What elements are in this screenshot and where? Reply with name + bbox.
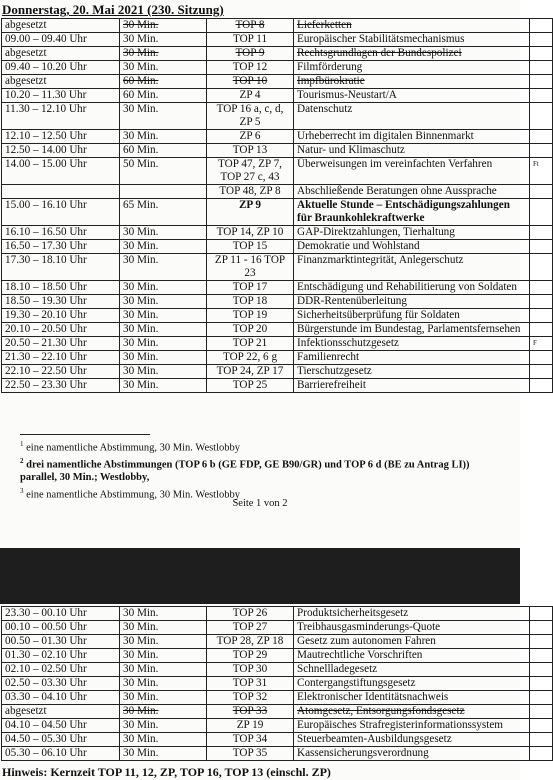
subject-cell: Aktuelle Stunde – Entschädigungszahlungen für Braunkohlekraftwerke (294, 199, 530, 226)
extra-cell (530, 351, 553, 365)
extra-cell (530, 33, 553, 47)
table-row (2, 365, 553, 379)
footnote-1 (20, 438, 490, 455)
table-row (2, 130, 553, 144)
subject-cell: Abschließende Beratungen ohne Aussprache (294, 185, 530, 199)
duration-cell: 30 Min. (120, 254, 207, 281)
agenda-item-cell: TOP 30 (207, 663, 294, 677)
subject-cell: Urheberrecht im digitalen Binnenmarkt (294, 130, 530, 144)
subject-cell: Contergangstiftungsgesetz (294, 677, 530, 691)
time-cell: 05.30 – 06.10 Uhr (2, 747, 120, 761)
extra-cell (530, 144, 553, 158)
extra-cell (530, 719, 553, 733)
table-row (2, 635, 553, 649)
time-cell: 12.50 – 14.00 Uhr (2, 144, 120, 158)
extra-cell (530, 281, 553, 295)
table-row (2, 677, 553, 691)
table-row (2, 351, 553, 365)
agenda-item-cell: TOP 48, ZP 8 (207, 185, 294, 199)
agenda-item-cell: TOP 28, ZP 18 (207, 635, 294, 649)
time-cell: 18.50 – 19.30 Uhr (2, 295, 120, 309)
time-cell: 00.10 – 00.50 Uhr (2, 621, 120, 635)
agenda-item-cell: TOP 20 (207, 323, 294, 337)
table-row (2, 705, 553, 719)
extra-cell (530, 705, 553, 719)
duration-cell: 30 Min. (120, 295, 207, 309)
time-cell: abgesetzt (2, 19, 120, 33)
table-row (2, 691, 553, 705)
time-cell: abgesetzt (2, 705, 120, 719)
table-row (2, 281, 553, 295)
footnotes (20, 434, 490, 502)
duration-cell: 30 Min. (120, 621, 207, 635)
subject-cell: Atomgesetz, Entsorgungsfondsgesetz (294, 705, 530, 719)
subject-cell: Steuerbeamten-Ausbildungsgesetz (294, 733, 530, 747)
time-cell: 22.50 – 23.30 Uhr (2, 379, 120, 393)
time-cell: 16.50 – 17.30 Uhr (2, 240, 120, 254)
extra-cell (530, 103, 553, 130)
time-cell: 12.10 – 12.50 Uhr (2, 130, 120, 144)
table-row (2, 199, 553, 226)
extra-cell (530, 635, 553, 649)
page-divider (0, 548, 520, 604)
agenda-item-cell: TOP 10 (207, 75, 294, 89)
subject-cell: Produktsicherheitsgesetz (294, 607, 530, 621)
subject-cell: Impfbürokratie (294, 75, 530, 89)
duration-cell: 30 Min. (120, 103, 207, 130)
footnote-text: eine namentliche Abstimmung, 30 Min. Westlobby (26, 489, 241, 500)
table-row (2, 158, 553, 185)
extra-cell (530, 19, 553, 33)
extra-cell (530, 240, 553, 254)
hinweis-note: Hinweis: Kernzeit TOP 11, 12, ZP, TOP 16, TOP 13 (einschl. ZP) (2, 765, 331, 779)
agenda-item-cell: TOP 19 (207, 309, 294, 323)
subject-cell: Bürgerstunde im Bundestag, Parlamentsfernsehen (294, 323, 530, 337)
extra-cell (530, 309, 553, 323)
footnote-separator (20, 434, 150, 435)
agenda-item-cell: TOP 31 (207, 677, 294, 691)
duration-cell: 60 Min. (120, 75, 207, 89)
table-row (2, 89, 553, 103)
subject-cell: Kassensicherungsverordnung (294, 747, 530, 761)
duration-cell: 30 Min. (120, 691, 207, 705)
table-row (2, 607, 553, 621)
duration-cell: 30 Min. (120, 240, 207, 254)
time-cell: 15.00 – 16.10 Uhr (2, 199, 120, 226)
duration-cell: 30 Min. (120, 61, 207, 75)
table-row (2, 103, 553, 130)
table-row (2, 323, 553, 337)
time-cell: 04.50 – 05.30 Uhr (2, 733, 120, 747)
subject-cell: DDR-Rentenüberleitung (294, 295, 530, 309)
duration-cell: 30 Min. (120, 733, 207, 747)
table-row (2, 747, 553, 761)
footnote-2 (20, 455, 490, 485)
extra-cell (530, 607, 553, 621)
time-cell: 19.30 – 20.10 Uhr (2, 309, 120, 323)
agenda-item-cell: ZP 6 (207, 130, 294, 144)
table-row (2, 19, 553, 33)
duration-cell: 30 Min. (120, 705, 207, 719)
extra-cell (530, 379, 553, 393)
agenda-item-cell: TOP 26 (207, 607, 294, 621)
duration-cell: 60 Min. (120, 144, 207, 158)
agenda-item-cell: TOP 12 (207, 61, 294, 75)
footnote-mark: 3 (20, 486, 24, 495)
subject-cell: Sicherheitsüberprüfung für Soldaten (294, 309, 530, 323)
agenda-item-cell: TOP 27 (207, 621, 294, 635)
table-row (2, 733, 553, 747)
duration-cell: 30 Min. (120, 337, 207, 351)
document-page-2 (0, 604, 520, 780)
agenda-item-cell: TOP 22, 6 g (207, 351, 294, 365)
table-row (2, 663, 553, 677)
extra-cell (530, 649, 553, 663)
extra-cell (530, 226, 553, 240)
duration-cell: 30 Min. (120, 130, 207, 144)
extra-cell (530, 621, 553, 635)
table-row (2, 185, 553, 199)
extra-cell (530, 130, 553, 144)
time-cell: 21.30 – 22.10 Uhr (2, 351, 120, 365)
extra-cell (530, 663, 553, 677)
duration-cell: 30 Min. (120, 33, 207, 47)
agenda-item-cell: TOP 9 (207, 47, 294, 61)
extra-cell: F (530, 337, 553, 351)
table-row (2, 144, 553, 158)
subject-cell: Schnellladegesetz (294, 663, 530, 677)
table-row (2, 33, 553, 47)
time-cell: 00.50 – 01.30 Uhr (2, 635, 120, 649)
table-row (2, 226, 553, 240)
subject-cell: GAP-Direktzahlungen, Tierhaltung (294, 226, 530, 240)
agenda-item-cell: TOP 35 (207, 747, 294, 761)
duration-cell: 30 Min. (120, 607, 207, 621)
agenda-item-cell: TOP 21 (207, 337, 294, 351)
duration-cell: 50 Min. (120, 158, 207, 185)
duration-cell: 30 Min. (120, 677, 207, 691)
agenda-item-cell: TOP 32 (207, 691, 294, 705)
subject-cell: Datenschutz (294, 103, 530, 130)
subject-cell: Europäisches Strafregisterinformationssystem (294, 719, 530, 733)
agenda-item-cell: TOP 13 (207, 144, 294, 158)
agenda-item-cell: TOP 8 (207, 19, 294, 33)
agenda-item-cell: TOP 25 (207, 379, 294, 393)
subject-cell: Natur- und Klimaschutz (294, 144, 530, 158)
extra-cell: Ft (530, 158, 553, 185)
agenda-item-cell: TOP 17 (207, 281, 294, 295)
agenda-item-cell: ZP 9 (207, 199, 294, 226)
extra-cell (530, 733, 553, 747)
agenda-item-cell: ZP 19 (207, 719, 294, 733)
table-row (2, 337, 553, 351)
time-cell: 03.30 – 04.10 Uhr (2, 691, 120, 705)
subject-cell: Europäischer Stabilitätsmechanismus (294, 33, 530, 47)
duration-cell: 30 Min. (120, 47, 207, 61)
agenda-item-cell: ZP 11 - 16 TOP 23 (207, 254, 294, 281)
subject-cell: Tourismus-Neustart/A (294, 89, 530, 103)
subject-cell: Familienrecht (294, 351, 530, 365)
time-cell: 09.00 – 09.40 Uhr (2, 33, 120, 47)
extra-cell (530, 61, 553, 75)
time-cell: 01.30 – 02.10 Uhr (2, 649, 120, 663)
extra-cell (530, 365, 553, 379)
subject-cell: Elektronischer Identitätsnachweis (294, 691, 530, 705)
time-cell: 09.40 – 10.20 Uhr (2, 61, 120, 75)
agenda-item-cell: TOP 16 a, c, d, ZP 5 (207, 103, 294, 130)
table-row (2, 295, 553, 309)
table-row (2, 379, 553, 393)
duration-cell: 30 Min. (120, 281, 207, 295)
subject-cell: Treibhausgasminderungs-Quote (294, 621, 530, 635)
duration-cell: 30 Min. (120, 747, 207, 761)
agenda-item-cell: TOP 47, ZP 7, TOP 27 c, 43 (207, 158, 294, 185)
subject-cell: Rechtsgrundlagen der Bundespolizei (294, 47, 530, 61)
time-cell: 17.30 – 18.10 Uhr (2, 254, 120, 281)
subject-cell: Barrierefreiheit (294, 379, 530, 393)
table-row (2, 47, 553, 61)
agenda-item-cell: TOP 29 (207, 649, 294, 663)
extra-cell (530, 295, 553, 309)
agenda-item-cell: TOP 15 (207, 240, 294, 254)
duration-cell: 30 Min. (120, 649, 207, 663)
subject-cell: Lieferketten (294, 19, 530, 33)
duration-cell: 30 Min. (120, 663, 207, 677)
table-row (2, 240, 553, 254)
page-number: Seite 1 von 2 (232, 498, 288, 509)
table-row (2, 75, 553, 89)
table-row (2, 719, 553, 733)
subject-cell: Mautrechtliche Vorschriften (294, 649, 530, 663)
duration-cell: 30 Min. (120, 635, 207, 649)
time-cell: 16.10 – 16.50 Uhr (2, 226, 120, 240)
extra-cell (530, 323, 553, 337)
footnote-mark: 1 (20, 440, 24, 448)
time-cell: 11.30 – 12.10 Uhr (2, 103, 120, 130)
duration-cell: 30 Min. (120, 365, 207, 379)
table-row (2, 254, 553, 281)
time-cell: 20.10 – 20.50 Uhr (2, 323, 120, 337)
page-title: Donnerstag, 20. Mai 2021 (230. Sitzung) (2, 2, 224, 17)
extra-cell (530, 47, 553, 61)
extra-cell (530, 747, 553, 761)
table-row (2, 309, 553, 323)
duration-cell: 30 Min. (120, 323, 207, 337)
time-cell (2, 185, 120, 199)
subject-cell: Tierschutzgesetz (294, 365, 530, 379)
time-cell: 04.10 – 04.50 Uhr (2, 719, 120, 733)
agenda-item-cell: TOP 14, ZP 10 (207, 226, 294, 240)
duration-cell: 30 Min. (120, 351, 207, 365)
duration-cell: 30 Min. (120, 19, 207, 33)
footnote-text: drei namentliche Abstimmungen (TOP 6 b (GE FDP, GE B90/GR) und TOP 6 d (BE zu Antrag LI)) parallel, 30 Min.; Westlobby, (20, 459, 470, 483)
duration-cell: 30 Min. (120, 379, 207, 393)
extra-cell (530, 677, 553, 691)
schedule-table-page-2 (1, 606, 553, 761)
subject-cell: Entschädigung und Rehabilitierung von Soldaten (294, 281, 530, 295)
subject-cell: Finanzmarktintegrität, Anlegerschutz (294, 254, 530, 281)
table-row (2, 61, 553, 75)
agenda-item-cell: TOP 18 (207, 295, 294, 309)
duration-cell: 30 Min. (120, 719, 207, 733)
table-row (2, 621, 553, 635)
extra-cell (530, 691, 553, 705)
time-cell: 02.50 – 03.30 Uhr (2, 677, 120, 691)
extra-cell (530, 185, 553, 199)
subject-cell: Filmförderung (294, 61, 530, 75)
duration-cell: 30 Min. (120, 226, 207, 240)
time-cell: 22.10 – 22.50 Uhr (2, 365, 120, 379)
time-cell: 14.00 – 15.00 Uhr (2, 158, 120, 185)
footnote-text: eine namentliche Abstimmung, 30 Min. Westlobby (26, 442, 241, 454)
time-cell: 10.20 – 11.30 Uhr (2, 89, 120, 103)
duration-cell: 60 Min. (120, 89, 207, 103)
subject-cell: Überweisungen im vereinfachten Verfahren (294, 158, 530, 185)
agenda-item-cell: TOP 34 (207, 733, 294, 747)
time-cell: abgesetzt (2, 47, 120, 61)
schedule-table-page-1 (1, 18, 553, 393)
agenda-item-cell: TOP 24, ZP 17 (207, 365, 294, 379)
time-cell: 20.50 – 21.30 Uhr (2, 337, 120, 351)
extra-cell (530, 89, 553, 103)
extra-cell (530, 75, 553, 89)
agenda-item-cell: TOP 11 (207, 33, 294, 47)
time-cell: 23.30 – 00.10 Uhr (2, 607, 120, 621)
agenda-item-cell: TOP 33 (207, 705, 294, 719)
extra-cell (530, 254, 553, 281)
subject-cell: Gesetz zum autonomen Fahren (294, 635, 530, 649)
duration-cell: 30 Min. (120, 309, 207, 323)
table-row (2, 649, 553, 663)
footnote-mark: 2 (20, 457, 24, 465)
time-cell: abgesetzt (2, 75, 120, 89)
time-cell: 18.10 – 18.50 Uhr (2, 281, 120, 295)
subject-cell: Demokratie und Wohlstand (294, 240, 530, 254)
subject-cell: Infektionsschutzgesetz (294, 337, 530, 351)
agenda-item-cell: ZP 4 (207, 89, 294, 103)
time-cell: 02.10 – 02.50 Uhr (2, 663, 120, 677)
extra-cell (530, 199, 553, 226)
duration-cell: 65 Min. (120, 199, 207, 226)
duration-cell (120, 185, 207, 199)
